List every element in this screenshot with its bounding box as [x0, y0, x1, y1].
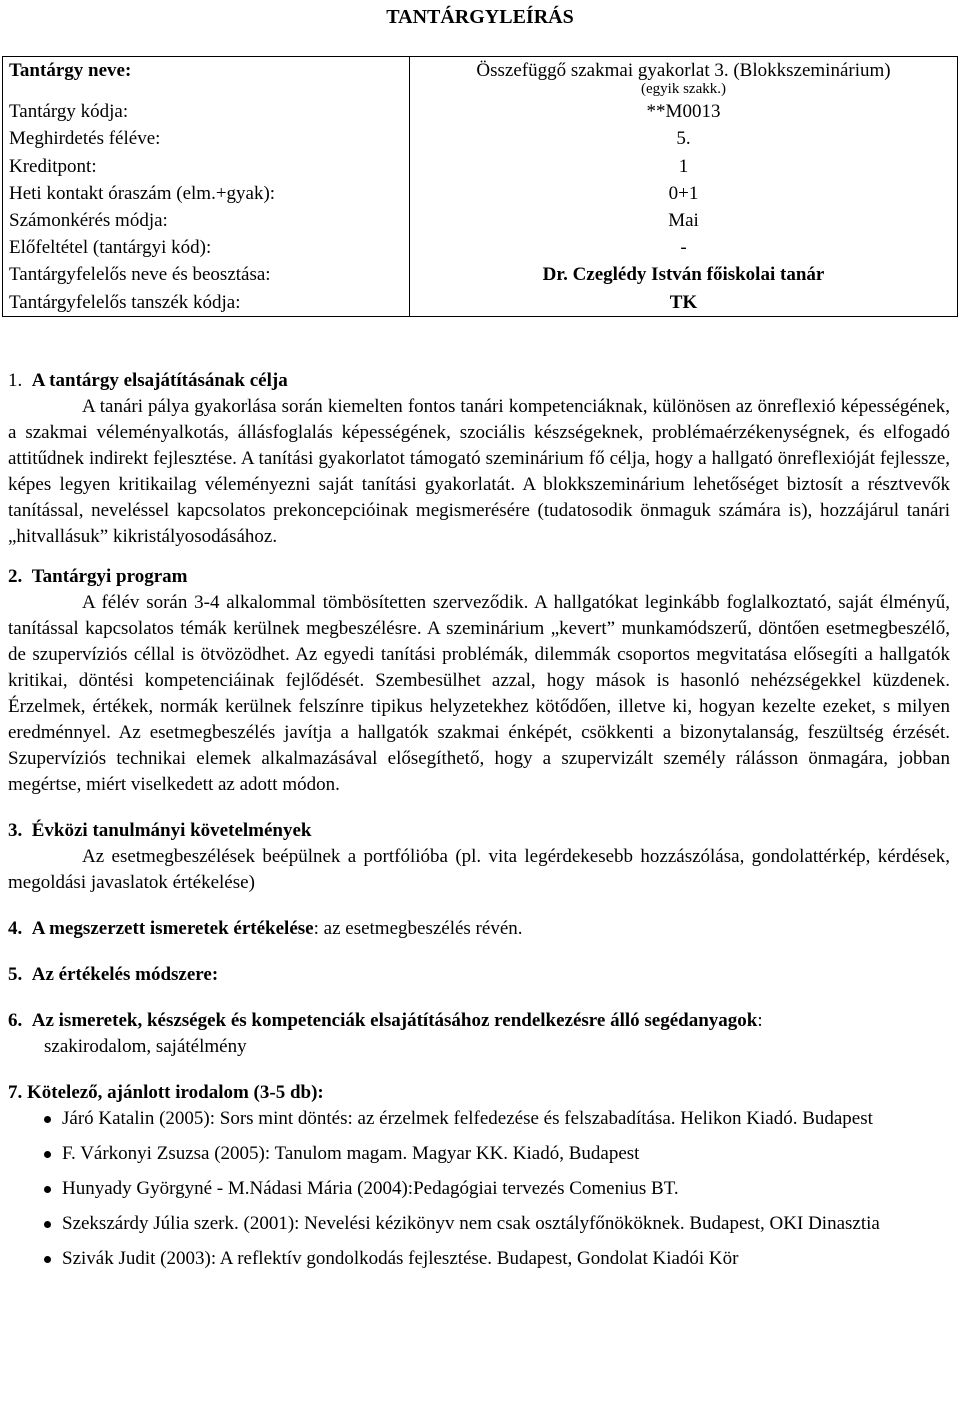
list-item	[8, 1176, 950, 1202]
section-4-number: 4.	[8, 918, 23, 939]
table-row	[3, 289, 958, 317]
table-row	[3, 261, 958, 288]
section-1-title: A tantárgy elsajátításának célja	[31, 370, 288, 391]
responsible-value: Dr. Czeglédy István főiskolai tanár	[410, 261, 958, 288]
bullet-icon	[44, 1256, 51, 1263]
section-6-title: Az ismeretek, készségek és kompetenciák elsajátításához rendelkezésre álló segédanyagok	[31, 1010, 758, 1031]
reference-text: Szekszárdy Júlia szerk. (2001): Nevelési kézikönyv nem csak osztályfőnököknek. Budapest, OKI Dinasztia	[62, 1213, 880, 1234]
department-label: Tantárgyfelelős tanszék kódja:	[3, 289, 410, 317]
table-row	[3, 125, 958, 152]
table-row	[3, 98, 958, 125]
section-2-number: 2.	[8, 566, 23, 587]
section-3-title: Évközi tanulmányi követelmények	[31, 820, 312, 841]
subject-name-sub: (egyik szakk.)	[641, 81, 726, 98]
section-3-number: 3.	[8, 820, 23, 841]
subject-name-cell	[410, 57, 958, 99]
assessment-label: Számonkérés módja:	[3, 207, 410, 234]
section-5-title: Az értékelés módszere:	[31, 964, 219, 985]
table-row	[3, 153, 958, 180]
section-4-title: A megszerzett ismeretek értékelése	[31, 918, 314, 939]
reference-text: Szivák Judit (2003): A reflektív gondolkodás fejlesztése. Budapest, Gondolat Kiadói Kör	[62, 1248, 739, 1269]
assessment-value: Mai	[410, 207, 958, 234]
section-1-number: 1.	[8, 370, 23, 391]
reference-text: Járó Katalin (2005): Sors mint döntés: az érzelmek felfedezése és felszabadítása. Helikon Kiadó. Budapest	[62, 1108, 873, 1129]
section-6-number: 6.	[8, 1010, 23, 1031]
prereq-label: Előfeltétel (tantárgyi kód):	[3, 234, 410, 261]
code-value: **M0013	[410, 98, 958, 125]
section-2-title: Tantárgyi program	[31, 566, 188, 587]
section-2-text: A félév során 3-4 alkalommal tömbösítetten szerveződik. A hallgatókat leginkább foglalkoztató, saját élményű, tanítással kapcsolatos témák kerülnek megbeszélésre. A szeminárium „kevert” munkamódszerű, döntően esetmegbeszélő, de szupervíziós céllal is ötvözödhet. Az egyedi tanítási problémák, dilemmák csoportos megvitatása elősegíti a hallgatók kritikai, döntési kompetenciáinak fejlődését. Szembesülhet azzal, hogy mások is hasonló nehézségekkel küzdenek. Érzelmek, értékek, normák kerülnek felszínre tipikus helyzetekhez kötődően, illetve ki, hogyan kezelte ezeket, s milyen eredménnyel. Az esetmegbeszélés javítja a hallgatók szakmai énképét, csökkenti a bizonytalanság, feszültség érzését. Szupervíziós technikai elemek alkalmazásával elősegíthető, hogy a szupervizált személy rálásson önmagára, jobban megértse, miért viselkedett az adott módon.	[8, 592, 950, 795]
prereq-value: -	[410, 234, 958, 261]
section-6-text: szakirodalom, sajátélmény	[44, 1036, 247, 1057]
semester-label: Meghirdetés féléve:	[3, 125, 410, 152]
section-1-heading	[8, 368, 950, 394]
section-4-heading	[8, 916, 950, 942]
responsible-label: Tantárgyfelelős neve és beosztása:	[3, 261, 410, 288]
section-5-number: 5.	[8, 964, 23, 985]
list-item	[8, 1246, 950, 1272]
credit-label: Kreditpont:	[3, 153, 410, 180]
page-title: TANTÁRGYLEÍRÁS	[386, 6, 574, 28]
section-2-heading	[8, 564, 950, 590]
semester-value: 5.	[410, 125, 958, 152]
bullet-icon	[44, 1186, 51, 1193]
section-5-heading	[8, 962, 950, 988]
course-info-table	[2, 56, 958, 317]
bullet-icon	[44, 1116, 51, 1123]
table-row	[3, 57, 958, 99]
section-7-heading: 7. Kötelező, ajánlott irodalom (3-5 db):	[8, 1082, 324, 1103]
list-item	[8, 1211, 950, 1237]
subject-name-value: Összefüggő szakmai gyakorlat 3. (Blokkszeminárium)	[476, 60, 891, 81]
hours-label: Heti kontakt óraszám (elm.+gyak):	[3, 180, 410, 207]
reference-text: F. Várkonyi Zsuzsa (2005): Tanulom magam. Magyar KK. Kiadó, Budapest	[62, 1143, 640, 1164]
section-1-text: A tanári pálya gyakorlása során kiemelten fontos tanári kompetenciáknak, különösen az önreflexió képességének, a szakmai véleményalkotás, állásfoglalás képességének, szociális készségeknek, problémaérzékenységnek, és elfogadó attitűdnek indirekt fejlesztése. A tanítási gyakorlatot támogató szeminárium fő célja, hogy a hallgató önreflexióját fejlessze, képes legyen kritikailag véleményezni saját tanítási gyakorlatát. A blokkszeminárium lehetőséget biztosít a résztvevők tanítással, neveléssel kapcsolatos prekoncepcióinak megismerésére (tudatosodik önmaguk számára is), hozzájárul tanári „hitvallásuk” kikristályosodásához.	[8, 396, 950, 547]
code-label: Tantárgy kódja:	[3, 98, 410, 125]
department-value: TK	[410, 289, 958, 317]
table-row	[3, 234, 958, 261]
table-row	[3, 180, 958, 207]
section-6-colon: :	[757, 1010, 763, 1031]
course-description	[8, 368, 950, 1281]
reference-list	[8, 1106, 950, 1272]
credit-value: 1	[410, 153, 958, 180]
reference-text: Hunyady Györgyné - M.Nádasi Mária (2004):Pedagógiai tervezés Comenius BT.	[62, 1178, 679, 1199]
bullet-icon	[44, 1151, 51, 1158]
section-4-text: : az esetmegbeszélés révén.	[313, 918, 523, 939]
subject-name-label: Tantárgy neve:	[3, 57, 410, 99]
section-3-heading	[8, 818, 950, 844]
bullet-icon	[44, 1221, 51, 1228]
section-6-heading	[8, 1008, 950, 1034]
list-item	[8, 1141, 950, 1167]
table-row	[3, 207, 958, 234]
list-item	[8, 1106, 950, 1132]
section-3-text: Az esetmegbeszélések beépülnek a portfólióba (pl. vita legérdekesebb hozzászólása, gondolattérkép, kérdések, megoldási javaslatok értékelése)	[8, 846, 950, 893]
hours-value: 0+1	[410, 180, 958, 207]
